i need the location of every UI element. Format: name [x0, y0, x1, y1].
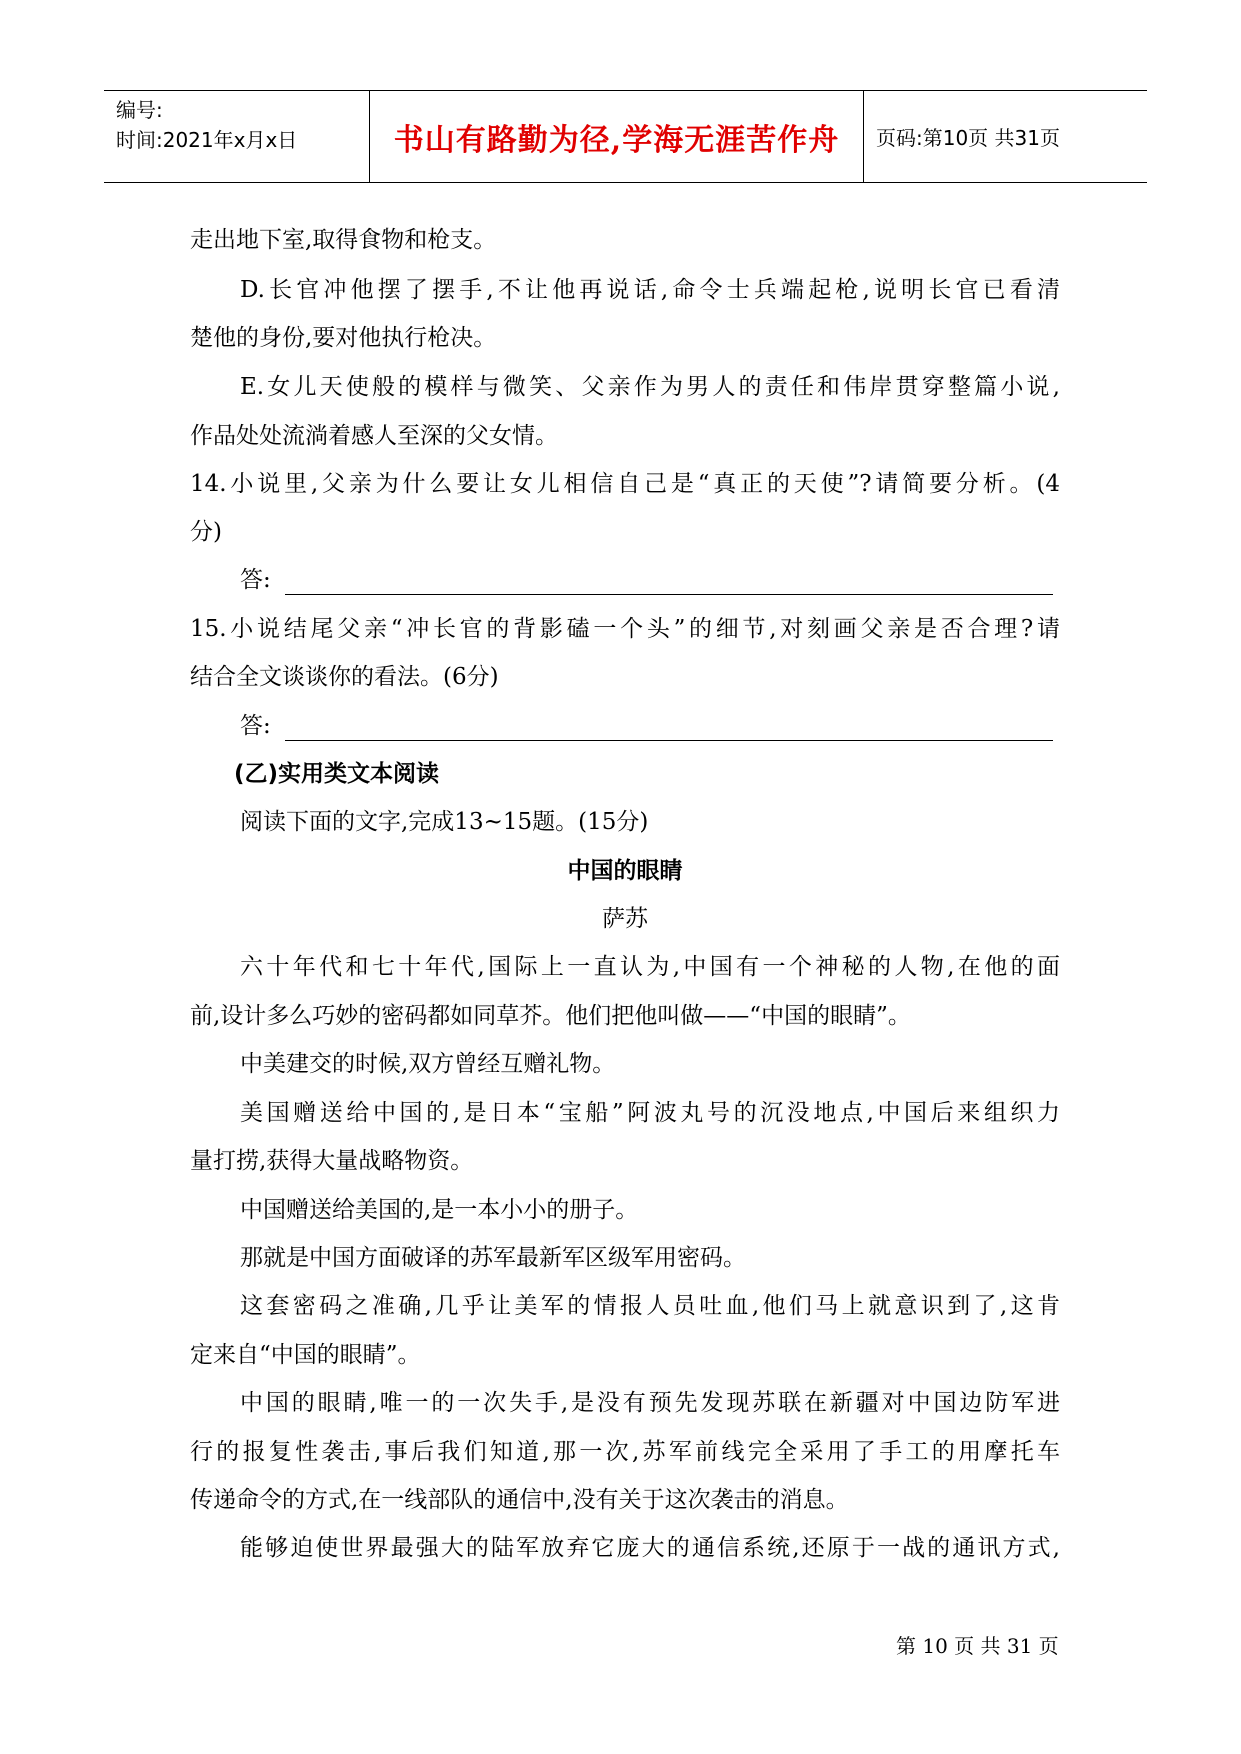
text-line: 分)	[190, 519, 222, 545]
paragraph-line: 中国赠送给美国的,是一本小小的册子。	[240, 1197, 639, 1223]
page-code: 页码:第10页 共31页	[876, 126, 1060, 150]
answer-blank[interactable]	[285, 572, 1053, 595]
answer-line-15	[240, 711, 1053, 741]
instruction-line: 阅读下面的文字,完成13~15题。(15分)	[240, 809, 649, 835]
option-d-line: D.长官冲他摆了摆手,不让他再说话,命令士兵端起枪,说明长官已看清	[240, 277, 1060, 303]
header-table	[104, 90, 1147, 183]
paragraph-line: 中国的眼睛,唯一的一次失手,是没有预先发现苏联在新疆对中国边防军进	[240, 1390, 1060, 1416]
header-right-cell	[864, 91, 1147, 182]
option-e-line: E.女儿天使般的模样与微笑、父亲作为男人的责任和伟岸贯穿整篇小说,	[240, 374, 1060, 400]
paragraph-line: 这套密码之准确,几乎让美军的情报人员吐血,他们马上就意识到了,这肯	[240, 1293, 1060, 1319]
article-author: 萨苏	[602, 906, 648, 932]
paragraph-line: 能够迫使世界最强大的陆军放弃它庞大的通信系统,还原于一战的通讯方式,	[240, 1535, 1060, 1561]
question-15: 15.小说结尾父亲“冲长官的背影磕一个头”的细节,对刻画父亲是否合理?请	[190, 616, 1060, 642]
text-line: 结合全文谈谈你的看法。(6分)	[190, 664, 499, 690]
paragraph-line: 行的报复性袭击,事后我们知道,那一次,苏军前线完全采用了手工的用摩托车	[190, 1439, 1060, 1465]
header-motto-cell	[370, 91, 864, 182]
article-title: 中国的眼睛	[567, 858, 683, 884]
page-footer: 第 10 页 共 31 页	[896, 1634, 1059, 1658]
paragraph-line: 美国赠送给中国的,是日本“宝船”阿波丸号的沉没地点,中国后来组织力	[240, 1100, 1060, 1126]
paragraph-line: 传递命令的方式,在一线部队的通信中,没有关于这次袭击的消息。	[190, 1487, 849, 1513]
text-line: 走出地下室,取得食物和枪支。	[190, 227, 497, 253]
answer-label: 答:	[240, 713, 271, 739]
section-heading: (乙)实用类文本阅读	[234, 761, 440, 787]
paragraph-line: 定来自“中国的眼睛”。	[190, 1342, 421, 1368]
paragraph-line: 六十年代和七十年代,国际上一直认为,中国有一个神秘的人物,在他的面	[240, 954, 1060, 980]
paragraph-line: 那就是中国方面破译的苏军最新军区级军用密码。	[240, 1245, 746, 1271]
time-label: 时间:2021年x月x日	[116, 128, 298, 152]
text-line: 楚他的身份,要对他执行枪决。	[190, 325, 497, 351]
motto: 书山有路勤为径,学海无涯苦作舟	[393, 122, 840, 158]
paragraph-line: 前,设计多么巧妙的密码都如同草芥。他们把他叫做——“中国的眼睛”。	[190, 1003, 911, 1029]
answer-label: 答:	[240, 567, 271, 593]
question-14: 14.小说里,父亲为什么要让女儿相信自己是“真正的天使”?请简要分析。(4	[190, 471, 1060, 497]
text-line: 作品处处流淌着感人至深的父女情。	[190, 423, 558, 449]
paragraph-line: 中美建交的时候,双方曾经互赠礼物。	[240, 1051, 616, 1077]
header-left-cell	[104, 91, 370, 182]
answer-line-14	[240, 565, 1053, 595]
answer-blank[interactable]	[285, 718, 1053, 741]
serial-label: 编号:	[116, 98, 163, 122]
paragraph-line: 量打捞,获得大量战略物资。	[190, 1148, 474, 1174]
